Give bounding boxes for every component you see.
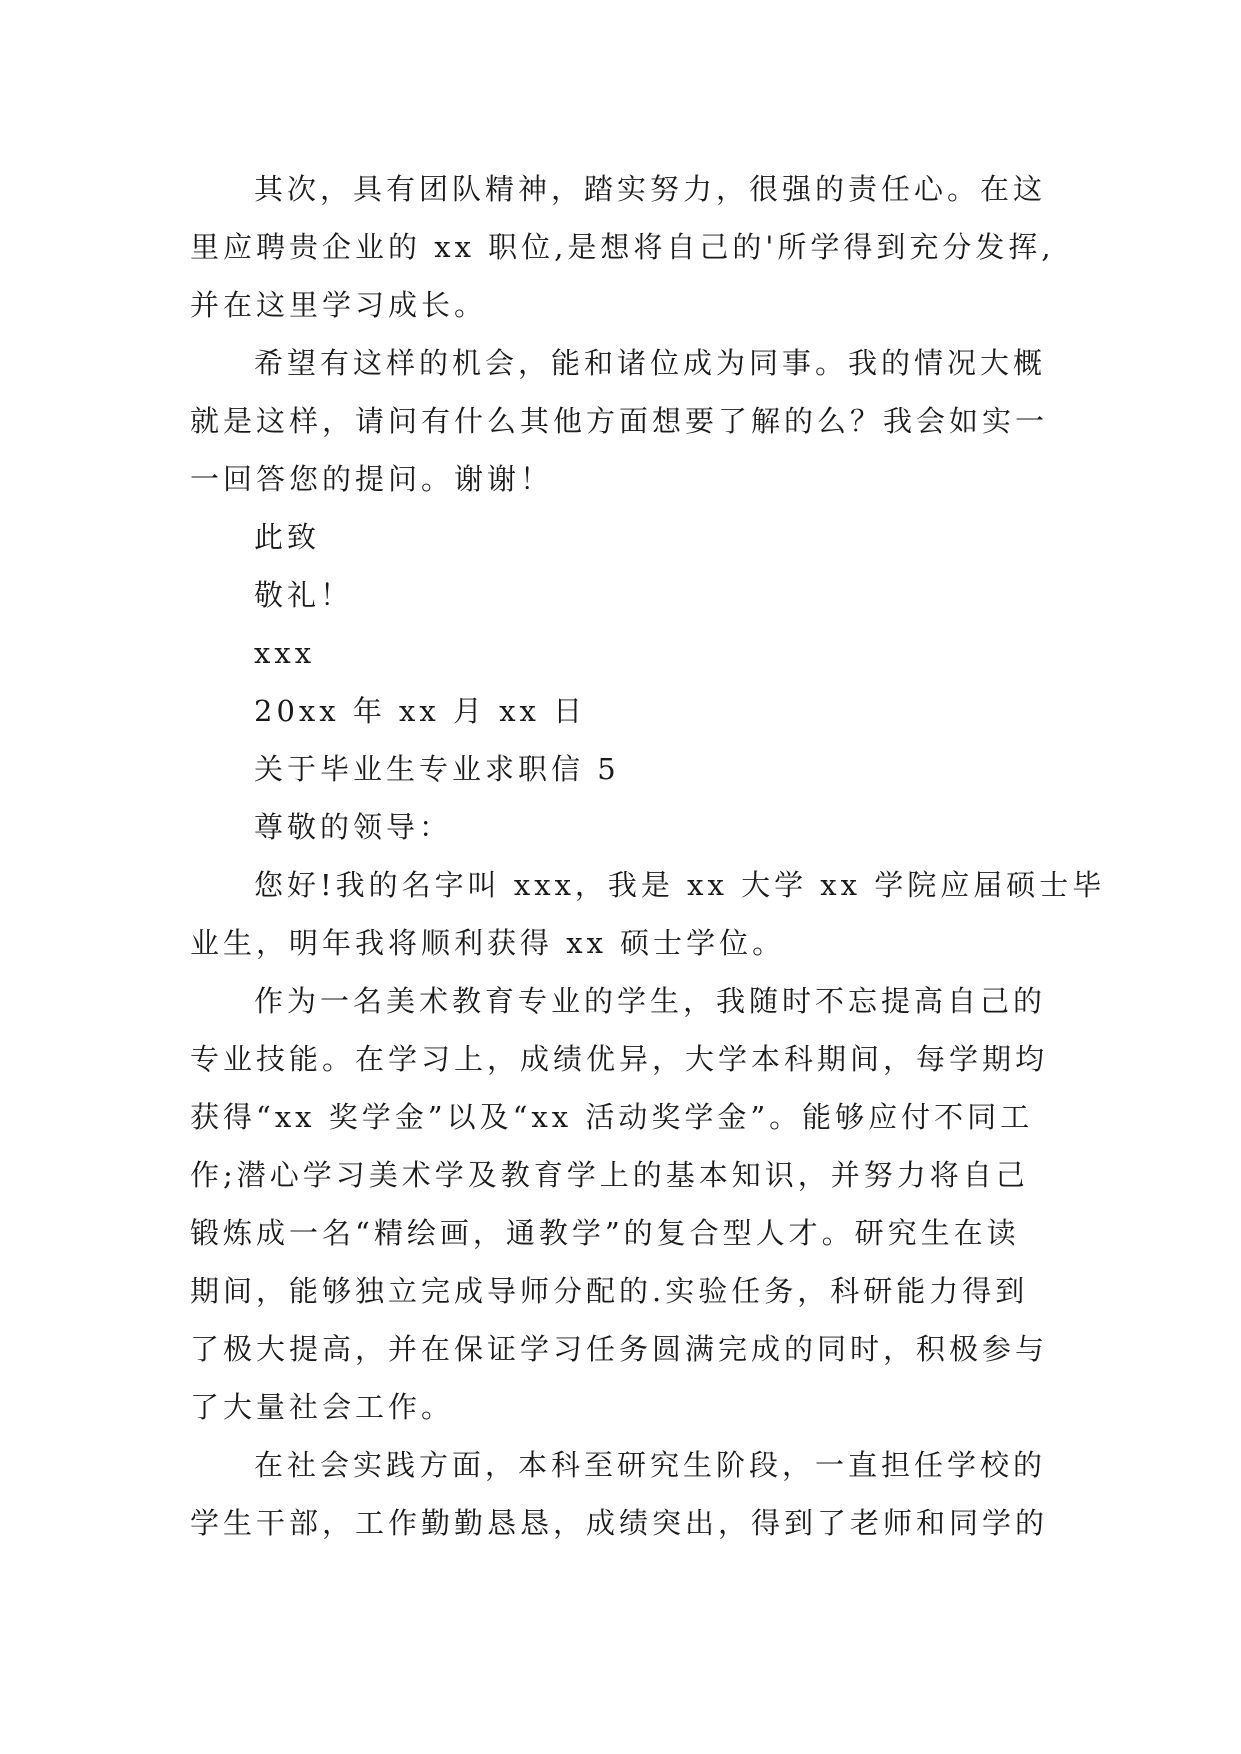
paragraph-line: 一回答您的提问。谢谢！	[190, 462, 554, 496]
signature-name: xxx	[254, 636, 316, 670]
paragraph-line: 学生干部，工作勤勤恳恳，成绩突出，得到了老师和同学的	[190, 1506, 1049, 1540]
paragraph-line: 作为一名美术教育专业的学生，我随时不忘提高自己的	[254, 984, 1047, 1018]
paragraph-line: 里应聘贵企业的 xx 职位,是想将自己的'所学得到充分发挥,	[190, 230, 1055, 264]
paragraph-line: 并在这里学习成长。	[190, 288, 488, 322]
paragraph-line: 作;潜心学习美术学及教育学上的基本知识，并努力将自己	[190, 1158, 1029, 1192]
paragraph-line: 了大量社会工作。	[190, 1390, 455, 1424]
greeting: 尊敬的领导：	[254, 810, 453, 844]
paragraph-line: 希望有这样的机会，能和诸位成为同事。我的情况大概	[254, 346, 1047, 380]
paragraph-line: 期间，能够独立完成导师分配的.实验任务，科研能力得到	[190, 1274, 1029, 1308]
closing-salutation: 此致	[254, 520, 321, 554]
signature-date: 20xx 年 xx 月 xx 日	[254, 694, 587, 728]
paragraph-line: 了极大提高，并在保证学习任务圆满完成的同时，积极参与	[190, 1332, 1049, 1366]
paragraph-line: 就是这样，请问有什么其他方面想要了解的么？我会如实一	[190, 404, 1049, 438]
paragraph-line: 业生，明年我将顺利获得 xx 硕士学位。	[190, 926, 786, 960]
paragraph-line: 专业技能。在学习上，成绩优异，大学本科期间，每学期均	[190, 1042, 1049, 1076]
paragraph-line: 锻炼成一名“精绘画，通教学”的复合型人才。研究生在读	[190, 1216, 1020, 1250]
paragraph-line: 在社会实践方面，本科至研究生阶段，一直担任学校的	[254, 1448, 1047, 1482]
section-title: 关于毕业生专业求职信 5	[254, 752, 620, 786]
letter-body	[190, 160, 1106, 1552]
paragraph-line: 您好!我的名字叫 xxx，我是 xx 大学 xx 学院应届硕士毕	[254, 868, 1106, 902]
closing-regards: 敬礼！	[254, 578, 354, 612]
paragraph-line: 其次，具有团队精神，踏实努力，很强的责任心。在这	[254, 172, 1047, 206]
paragraph-line: 获得“xx 奖学金”以及“xx 活动奖学金”。能够应付不同工	[190, 1100, 1034, 1134]
